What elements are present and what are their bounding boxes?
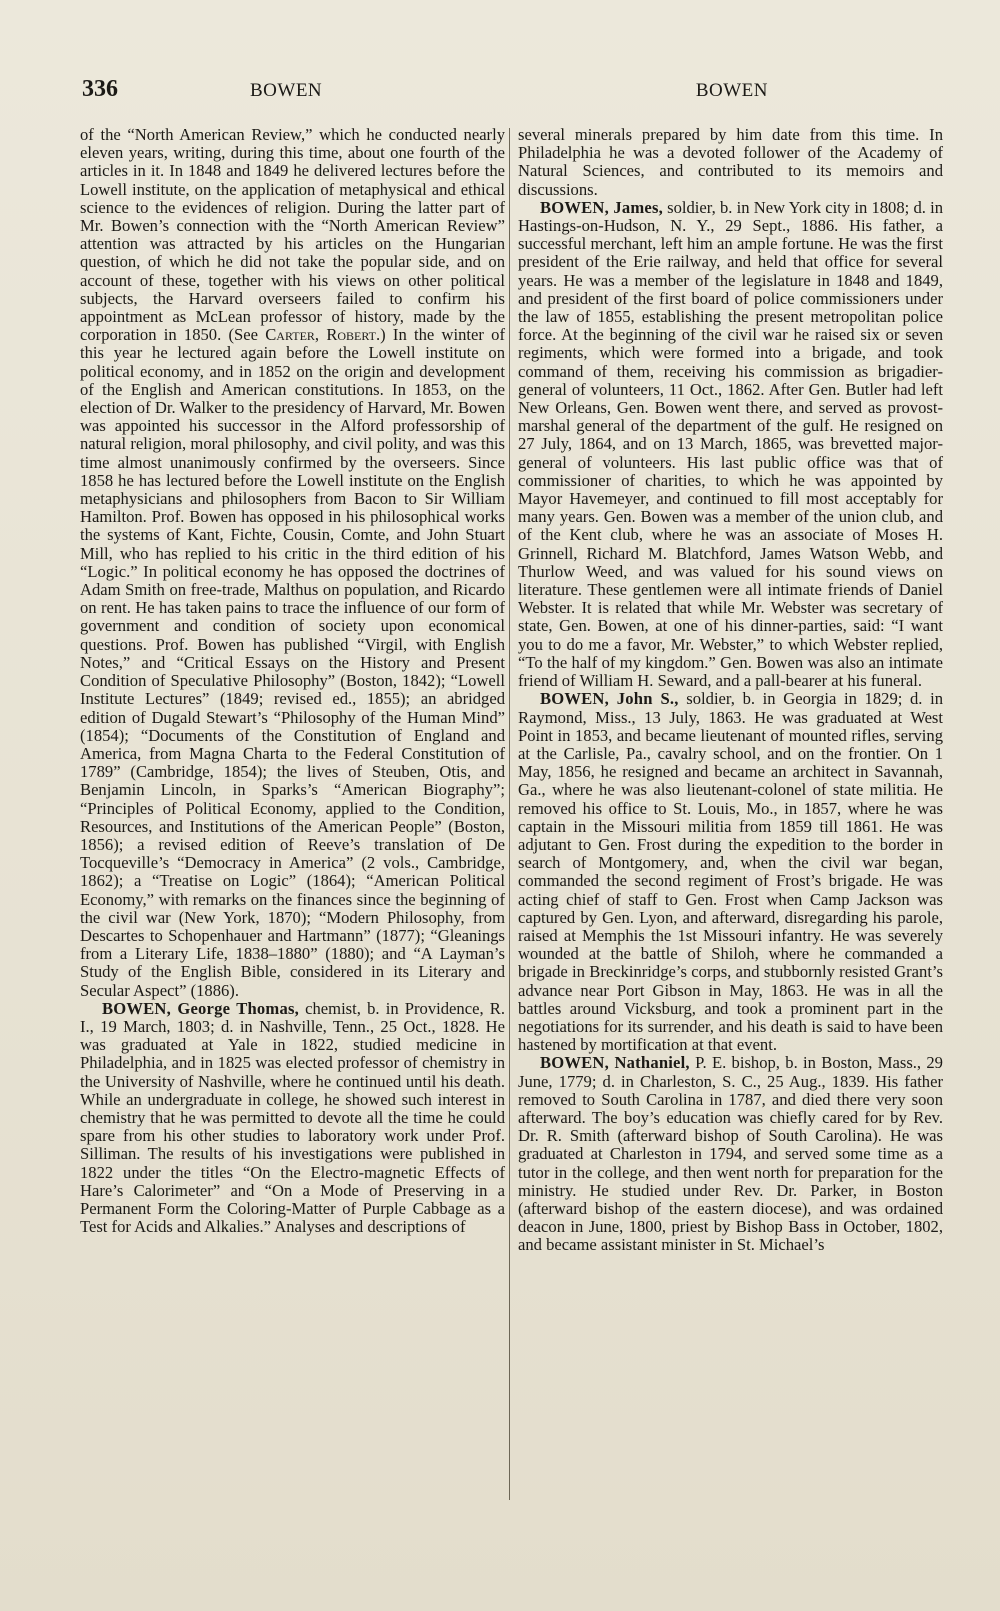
left-column: [80, 126, 505, 1236]
entry-john-s-bowen: [518, 690, 943, 1054]
cross-reference: Carter, Robert.: [265, 325, 381, 345]
paragraph-text-rest: ) In the winter of this year he lectured again before the Lowell institute on political economy, and in 1852 on the origin and development of the English and American constitutions. In 1853, on the election of Dr. Walker to the presidency of Harvard, Mr. Bowen was appointed his successor in the Alford professorship of natural religion, moral philosophy, and civil polity, and was this time almost unanimously confirmed by the overseers. Since 1858 he has lectured before the Lowell institute on the English metaphysicians and philosophers from Bacon to Sir William Hamilton. Prof. Bowen has opposed in his philosophical works the systems of Kant, Fichte, Cousin, Comte, and John Stuart Mill, who has replied to his critic in the third edition of his “Logic.” In political economy he has opposed the doctrines of Adam Smith on free-trade, Malthus on population, and Ricardo on rent. He has taken pains to trace the influence of our form of government and condition of society upon economical questions. Prof. Bowen has published “Virgil, with English Notes,” and “Critical Essays on the History and Present Condition of Speculative Philosophy” (Boston, 1842); “Lowell Institute Lectures” (1849; revised ed., 1855); an abridged edition of Dugald Stewart’s “Philosophy of the Human Mind” (1854); “Documents of the Constitution of England and America, from Magna Charta to the Federal Constitution of 1789” (Cambridge, 1854); the lives of Steuben, Otis, and Benjamin Lincoln, in Sparks’s “American Biography”; “Principles of Political Economy, applied to the Condition, Resources, and Institutions of the American People” (Boston, 1856); a revised edition of Reeve’s translation of De Tocqueville’s “Democracy in America” (2 vols., Cambridge, 1862); a “Treatise on Logic” (1864); “American Political Economy,” with remarks on the finances since the beginning of the civil war (New York, 1870); “Modern Philosophy, from Descartes to Schopenhauer and Hartmann” (1877); “Gleanings from a Literary Life, 1838–1880” (1880); and “A Layman’s Study of the English Bible, considered in its Literary and Secular Aspect” (1886).: [80, 325, 506, 1000]
paragraph-text: of the “North American Review,” which he conducted nearly eleven years, writing, during this time, about one fourth of the articles in it. In 1848 and 1849 he delivered lectures before the Lowell institute, on the application of metaphysical and ethical science to the evidences of religion. During the latter part of Mr. Bowen’s connection with the “North American Review” attention was attracted by his articles on the Hungarian question, of which he did not take the popular side, and on account of these, together with his views on other political subjects, the Harvard overseers failed to confirm his appointment as McLean professor of history, made by the corporation in 1850. (See: [80, 125, 505, 345]
entry-headword: BOWEN, Nathaniel,: [540, 1053, 690, 1073]
running-head-left: BOWEN: [250, 80, 323, 101]
paragraph-francis-bowen-continued: [80, 126, 505, 1000]
entry-george-thomas-bowen: [80, 1000, 505, 1237]
entry-headword: BOWEN, John S.,: [540, 689, 679, 709]
entry-headword: BOWEN, James,: [540, 197, 663, 217]
entry-text: soldier, b. in Georgia in 1829; d. in Raymond, Miss., 13 July, 1863. He was graduated at West Point in 1853, and became lieutenant of mounted rifles, serving at the Carlisle, Pa., cavalry school, and on the frontier. On 1 May, 1856, he resigned and became an architect in Savannah, Ga., where he was also lieutenant-colonel of state militia. He removed his office to St. Louis, Mo., in 1857, where he was captain in the Missouri militia from 1859 till 1861. He was adjutant to Gen. Frost during the expedition to the border in search of Montgomery, and, when the civil war began, commanded the second regiment of Frost’s brigade. He was acting chief of staff to Gen. Frost when Camp Jackson was captured by Gen. Lyon, and afterward, disregarding his parole, raised at Memphis the 1st Missouri infantry. He was severely wounded at the battle of Shiloh, where he commanded a brigade in Breckinridge’s corps, and stubbornly resisted Grant’s advance near Port Gibson in May, 1863. He was in all the battles around Vicksburg, and took a prominent part in the negotiations for its surrender, and his death is said to have been hastened by mortification at that event.: [518, 689, 943, 1055]
column-divider: [509, 128, 510, 1500]
entry-james-bowen: [518, 199, 943, 690]
right-column: [518, 126, 943, 1255]
paragraph-george-bowen-continued: several minerals prepared by him date from this time. In Philadelphia he was a devoted follower of the Academy of Natural Sciences, and contributed to its memoirs and discussions.: [518, 125, 943, 199]
page-header: [82, 76, 768, 104]
entry-text: chemist, b. in Providence, R. I., 19 March, 1803; d. in Nashville, Tenn., 25 Oct., 1828. He was graduated at Yale in 1822, studied medicine in Philadelphia, and in 1825 was elected professor of chemistry in the University of Nashville, where he continued until his death. While an undergraduate in college, he showed such interest in chemistry that he was permitted to devote all the time he could spare from his other studies to laboratory work under Prof. Silliman. The results of his investigations were published in 1822 under the titles “On the Electro-magnetic Effects of Hare’s Calorimeter” and “On a Mode of Preserving in a Permanent Form the Coloring-Matter of Purple Cabbage as a Test for Acids and Alkalies.” Analyses and descriptions of: [80, 998, 505, 1237]
entry-text: P. E. bishop, b. in Boston, Mass., 29 June, 1779; d. in Charleston, S. C., 25 Aug., 1839. His father removed to South Carolina in 1787, and died there very soon afterward. The boy’s education was chiefly cared for by Rev. Dr. R. Smith (afterward bishop of South Carolina). He was graduated at Charleston in 1794, and served some time as a tutor in the college, and then went north for preparation for the ministry. He studied under Rev. Dr. Parker, in Boston (afterward bishop of the eastern diocese), and was ordained deacon in June, 1800, priest by Bishop Bass in October, 1802, and became assistant minister in St. Michael’s: [518, 1053, 943, 1255]
entry-text: soldier, b. in New York city in 1808; d. in Hastings-on-Hudson, N. Y., 29 Sept., 1886. His father, a successful merchant, left him an ample fortune. He was the first president of the Erie railway, and held that office for several years. He was a member of the legislature in 1848 and 1849, and president of the first board of police commissioners under the law of 1855, establishing the present metropolitan police force. At the beginning of the civil war he raised six or seven regiments, which were formed into a brigade, and took command of them, receiving his commission as brigadier-general of volunteers, 11 Oct., 1862. After Gen. Butler had left New Orleans, Gen. Bowen went there, and served as provost-marshal general of the department of the gulf. He resigned on 27 July, 1864, and on 13 March, 1865, was brevetted major-general of volunteers. His last public office was that of commissioner of charities, to which he was appointed by Mayor Havemeyer, and continued to fill most acceptably for many years. Gen. Bowen was a member of the union club, and of the Kent club, where he was an associate of Moses H. Grinnell, Richard M. Blatchford, James Watson Webb, and Thurlow Weed, and was valued for his sound views on literature. These gentlemen were all intimate friends of Daniel Webster. It is related that while Mr. Webster was secretary of state, Gen. Bowen, at one of his dinner-parties, said: “I want you to do me a favor, Mr. Webster,” to which Webster replied, “To the half of my kingdom.” Gen. Bowen was also an intimate friend of William H. Seward, and a pall-bearer at his funeral.: [518, 197, 943, 691]
entry-nathaniel-bowen: [518, 1054, 943, 1254]
page-number: 336: [82, 76, 118, 102]
entry-headword: BOWEN, George Thomas,: [102, 998, 299, 1018]
running-head-right: BOWEN: [695, 80, 768, 101]
